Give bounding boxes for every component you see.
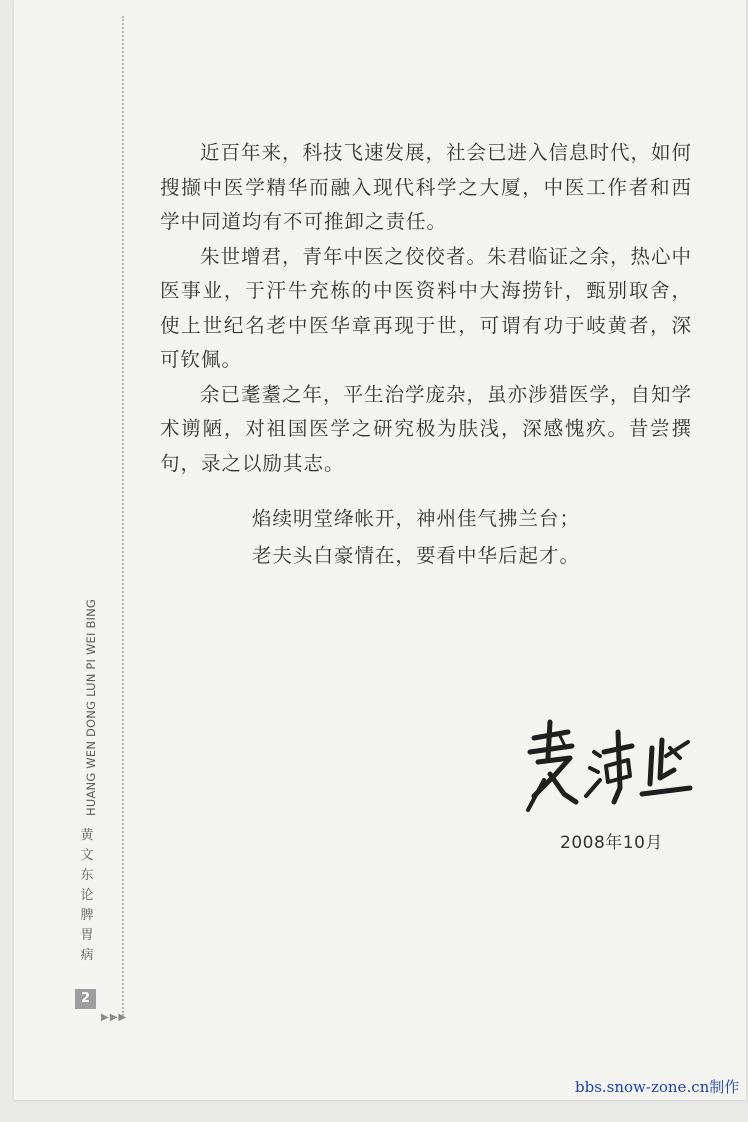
- running-title-english: HUANG WEN DONG LUN PI WEI BING: [84, 598, 98, 816]
- poem-line-1: 焰续明堂绛帐开，神州佳气拂兰台；: [252, 507, 581, 530]
- signature-date: 2008年10月: [560, 833, 663, 853]
- paragraph-2: 朱世增君，青年中医之佼佼者。朱君临证之余，热心中医事业，于汗牛充栋的中医资料中大海捞针，甄别取舍，使上世纪名老中医华章再现于世，可谓有功于岐黄者，深可钦佩。: [160, 244, 693, 371]
- preface-body: [160, 136, 692, 481]
- running-title-chinese: 黄文东论脾胃病: [80, 828, 94, 963]
- signature-drawing: [520, 718, 700, 818]
- watermark: bbs.snow-zone.cn制作: [575, 1078, 740, 1096]
- gutter-dotted-line: [122, 16, 124, 1016]
- paragraph-1: 近百年来，科技飞速发展，社会已进入信息时代，如何搜撷中医学精华而融入现代科学之大厦，中医工作者和西学中同道均有不可推卸之责任。: [160, 141, 693, 233]
- poem: [252, 500, 580, 574]
- handwritten-signature: [520, 718, 700, 818]
- arrow-triangle-icon: ▶▶▶: [101, 1012, 128, 1023]
- paragraph-3: 余已耄耋之年，平生治学庞杂，虽亦涉猎医学，自知学术谫陋，对祖国医学之研究极为肤浅，深感愧疚。昔尝撰句，录之以励其志。: [160, 382, 693, 475]
- page-number: 2: [75, 989, 96, 1009]
- poem-line-2: 老夫头白豪情在，要看中华后起才。: [252, 544, 581, 567]
